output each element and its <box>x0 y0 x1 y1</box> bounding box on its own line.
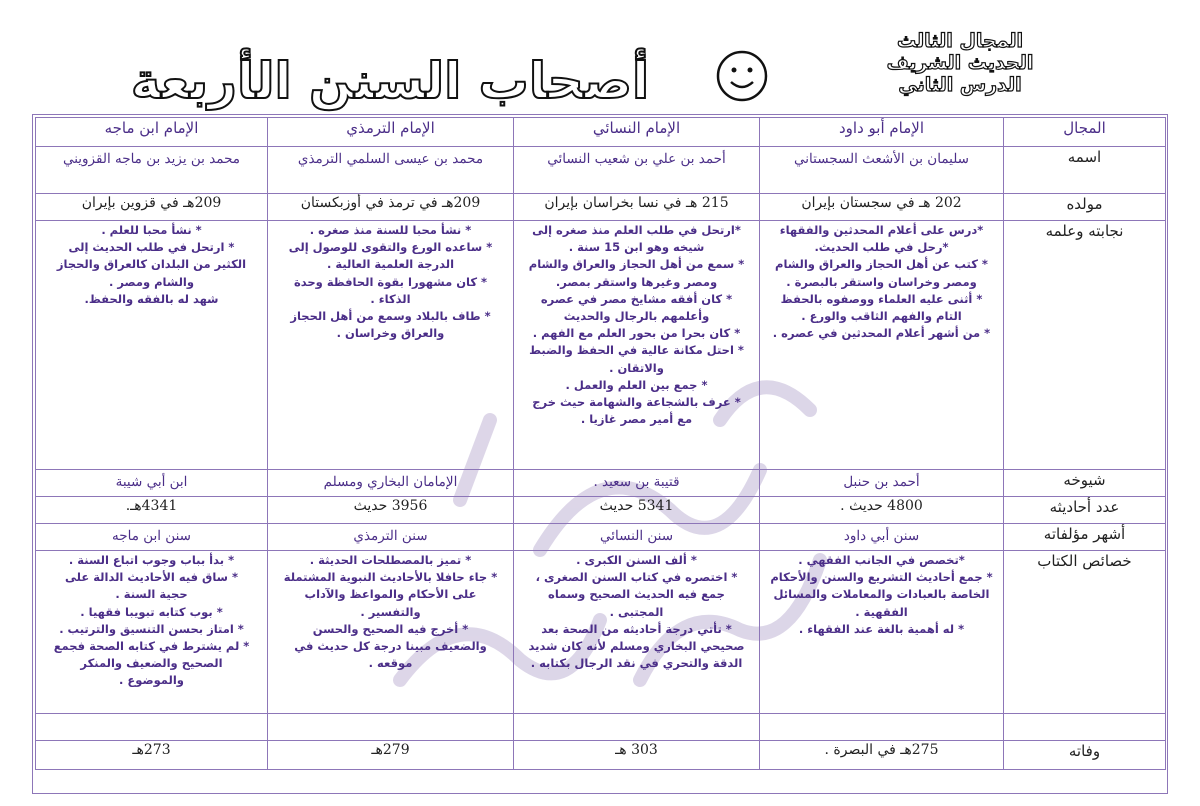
empty-cell <box>36 714 268 741</box>
cell-knowledge <box>760 221 1004 470</box>
bullet-line: * جمع بين العلم والعمل . <box>565 377 708 392</box>
empty-cell <box>760 714 1004 741</box>
column-header-ibn-majah: الإمام ابن ماجه <box>36 118 268 147</box>
bullet-line: * ساق فيه الأحاديث الدالة على <box>65 570 238 585</box>
cell-works: سنن أبي داود <box>760 524 1004 551</box>
bullet-line: المجتبى . <box>609 604 664 619</box>
bullet-line: صحيحي البخاري ومسلم لأنه كان شديد <box>528 639 745 654</box>
row-label-birth: مولده <box>1004 194 1166 221</box>
bullet-line: * جاء حافلا بالأحاديث النبوية المشتملة <box>283 570 498 585</box>
cell-birth: 202 هـ في سجستان بإيران <box>760 194 1004 221</box>
page-title: أصحاب السنن الأربعة <box>130 52 650 110</box>
table-row <box>36 194 1166 221</box>
bullet-line: الدرجة العلمية العالية . <box>326 257 455 272</box>
bullet-line: * بدأ بباب وجوب اتباع السنة . <box>68 553 235 567</box>
row-label-count: عدد أحاديثه <box>1004 497 1166 524</box>
column-header-tirmidhi: الإمام الترمذي <box>268 118 514 147</box>
empty-cell <box>1004 714 1166 741</box>
bullet-line: * ألف السنن الكبرى . <box>576 553 697 567</box>
bullet-line: شهد له بالفقه والحفظ. <box>84 291 219 306</box>
cell-name: محمد بن يزيد بن ماجه القزويني <box>36 147 268 194</box>
bullet-line: والموضوع . <box>119 673 184 688</box>
bullet-line: * امتاز بحسن التنسيق والترتيب . <box>59 621 244 636</box>
table-row <box>36 497 1166 524</box>
bullet-line: *رحل في طلب الحديث. <box>814 240 949 255</box>
cell-knowledge <box>268 221 514 470</box>
cell-features <box>36 551 268 714</box>
cell-death: 279هـ <box>268 741 514 770</box>
bullet-line: * أثنى عليه العلماء ووصفوه بالحفظ <box>780 291 983 306</box>
bullet-line: * جمع أحاديث التشريع والسنن والأحكام <box>770 570 993 585</box>
cell-features <box>268 551 514 714</box>
cell-features <box>514 551 760 714</box>
cell-teachers: قتيبة بن سعيد . <box>514 470 760 497</box>
bullet-line: * سمع من أهل الحجاز والعراق والشام <box>528 257 745 272</box>
row-label-knowledge: نجابته وعلمه <box>1004 221 1166 470</box>
table-row <box>36 470 1166 497</box>
bullet-line: * اختصره في كتاب السنن الصغرى ، <box>535 570 738 585</box>
cell-death: 273هـ <box>36 741 268 770</box>
cell-features <box>760 551 1004 714</box>
bullet-line: الذكاء . <box>370 291 411 306</box>
cell-teachers: أحمد بن حنبل <box>760 470 1004 497</box>
bullet-line: حجية السنة . <box>115 587 188 602</box>
bullet-line: والعراق وخراسان . <box>336 326 445 341</box>
bullet-line: الفقهية . <box>855 604 908 619</box>
bullet-line: ومصر وخراسان واستقر بالبصرة . <box>786 274 977 289</box>
cell-death: 303 هـ <box>514 741 760 770</box>
bullet-line: والتفسير . <box>360 604 421 619</box>
bullet-line: * تأتي درجة أحاديثه من الصحة بعد <box>541 621 732 636</box>
bullet-line: * كان بحرا من بحور العلم مع الفهم . <box>532 326 741 341</box>
bullet-line: * كان مشهورا بقوة الحافظة وحدة <box>293 274 488 289</box>
bullet-line: التام والفهم الثاقب والورع . <box>801 309 962 324</box>
comparison-table <box>35 117 1166 770</box>
cell-name: سليمان بن الأشعث السجستاني <box>760 147 1004 194</box>
row-label-works: أشهر مؤلفاته <box>1004 524 1166 551</box>
bullet-line: * عرف بالشجاعة والشهامة حيث خرج <box>532 395 741 410</box>
bullet-line: مع أمير مصر غازيا . <box>580 412 693 427</box>
cell-birth: 209هـ في ترمذ في أوزبكستان <box>268 194 514 221</box>
column-header-domain: المجال <box>1004 118 1166 147</box>
bullet-line: * ساعده الورع والتقوى للوصول إلى <box>288 240 493 255</box>
table-row-empty <box>36 714 1166 741</box>
cell-teachers: ابن أبي شيبة <box>36 470 268 497</box>
bullet-line: * نشأ محبا للسنة منذ صغره . <box>309 223 472 237</box>
bullet-line: *درس على أعلام المحدثين والفقهاء <box>779 223 984 237</box>
bullet-line: موقعه . <box>368 656 413 671</box>
bullet-line: * بوب كتابه تبويبا فقهيا . <box>80 604 223 619</box>
cell-name: محمد بن عيسى السلمي الترمذي <box>268 147 514 194</box>
cell-name: أحمد بن علي بن شعيب النسائي <box>514 147 760 194</box>
bullet-line: * تميز بالمصطلحات الحديثة . <box>309 553 472 567</box>
bullet-line: * ارتحل في طلب الحديث إلى <box>68 240 235 255</box>
cell-birth: 215 هـ في نسا بخراسان بإيران <box>514 194 760 221</box>
bullet-line: * أخرج فيه الصحيح والحسن <box>312 621 469 636</box>
bullet-line: شيخه وهو ابن 15 سنة . <box>568 240 705 255</box>
bullet-line: ومصر وغيرها واستقر بمصر. <box>555 274 718 289</box>
cell-count: 4341هـ. <box>36 497 268 524</box>
cell-works: سنن الترمذي <box>268 524 514 551</box>
bullet-line: على الأحكام والمواعظ والآداب <box>304 587 477 602</box>
table-row <box>36 551 1166 714</box>
bullet-line: الصحيح والضعيف والمنكر <box>80 656 223 671</box>
bullet-line: * له أهمية بالغة عند الفقهاء . <box>798 621 965 636</box>
column-header-nasai: الإمام النسائي <box>514 118 760 147</box>
cell-works: سنن ابن ماجه <box>36 524 268 551</box>
row-label-death: وفاته <box>1004 741 1166 770</box>
table-header-row <box>36 118 1166 147</box>
cell-death: 275هـ في البصرة . <box>760 741 1004 770</box>
table-row <box>36 741 1166 770</box>
lesson-domain: المجال الثالث <box>896 30 1024 52</box>
empty-cell <box>514 714 760 741</box>
cell-birth: 209هـ في قزوين بإيران <box>36 194 268 221</box>
cell-count: 4800 حديث . <box>760 497 1004 524</box>
lesson-number: الدرس الثاني <box>898 74 1022 96</box>
lesson-heading <box>820 30 1100 96</box>
page-header <box>0 0 1200 112</box>
cell-works: سنن النسائي <box>514 524 760 551</box>
bullet-line: وأعلمهم بالرجال والحديث <box>563 309 710 324</box>
lesson-subject: الحديث الشريف <box>886 52 1034 74</box>
bullet-line: والشام ومصر . <box>109 274 194 289</box>
bullet-line: الخاصة بالعبادات والمعاملات والمسائل <box>773 587 990 602</box>
bullet-line: *تخصص في الجانب الفقهي . <box>798 553 965 567</box>
bullet-line: * كتب عن أهل الحجاز والعراق والشام <box>775 257 988 272</box>
empty-cell <box>268 714 514 741</box>
bullet-line: * احتل مكانة عالية في الحفظ والضبط <box>529 343 744 358</box>
bullet-line: جمع فيه الحديث الصحيح وسماه <box>548 587 725 602</box>
cell-knowledge <box>36 221 268 470</box>
cell-knowledge <box>514 221 760 470</box>
cell-teachers: الإمامان البخاري ومسلم <box>268 470 514 497</box>
bullet-line: * من أشهر أعلام المحدثين في عصره . <box>772 326 991 341</box>
row-label-teachers: شيوخه <box>1004 470 1166 497</box>
bullet-line: الدقة والتحري في نقد الرجال بكتابه . <box>530 656 743 671</box>
bullet-line: * كان أفقه مشايخ مصر في عصره <box>540 291 733 306</box>
bullet-line: *ارتحل في طلب العلم منذ صغره إلى <box>532 223 741 237</box>
cell-count: 5341 حديث <box>514 497 760 524</box>
table-row <box>36 524 1166 551</box>
bullet-line: * نشأ محبا للعلم . <box>101 223 202 237</box>
cell-count: 3956 حديث <box>268 497 514 524</box>
smiley-icon <box>716 50 768 102</box>
row-label-features: خصائص الكتاب <box>1004 551 1166 714</box>
column-header-abu-dawud: الإمام أبو داود <box>760 118 1004 147</box>
bullet-line: والضعيف مبينا درجة كل حديث في <box>294 639 487 654</box>
bullet-line: الكثير من البلدان كالعراق والحجاز <box>56 257 247 272</box>
table-row <box>36 221 1166 470</box>
bullet-line: والاتقان . <box>609 360 664 375</box>
table-row <box>36 147 1166 194</box>
bullet-line: * لم يشترط في كتابه الصحة فجمع <box>53 639 250 654</box>
row-label-name: اسمه <box>1004 147 1166 194</box>
bullet-line: * طاف بالبلاد وسمع من أهل الحجاز <box>290 309 491 324</box>
